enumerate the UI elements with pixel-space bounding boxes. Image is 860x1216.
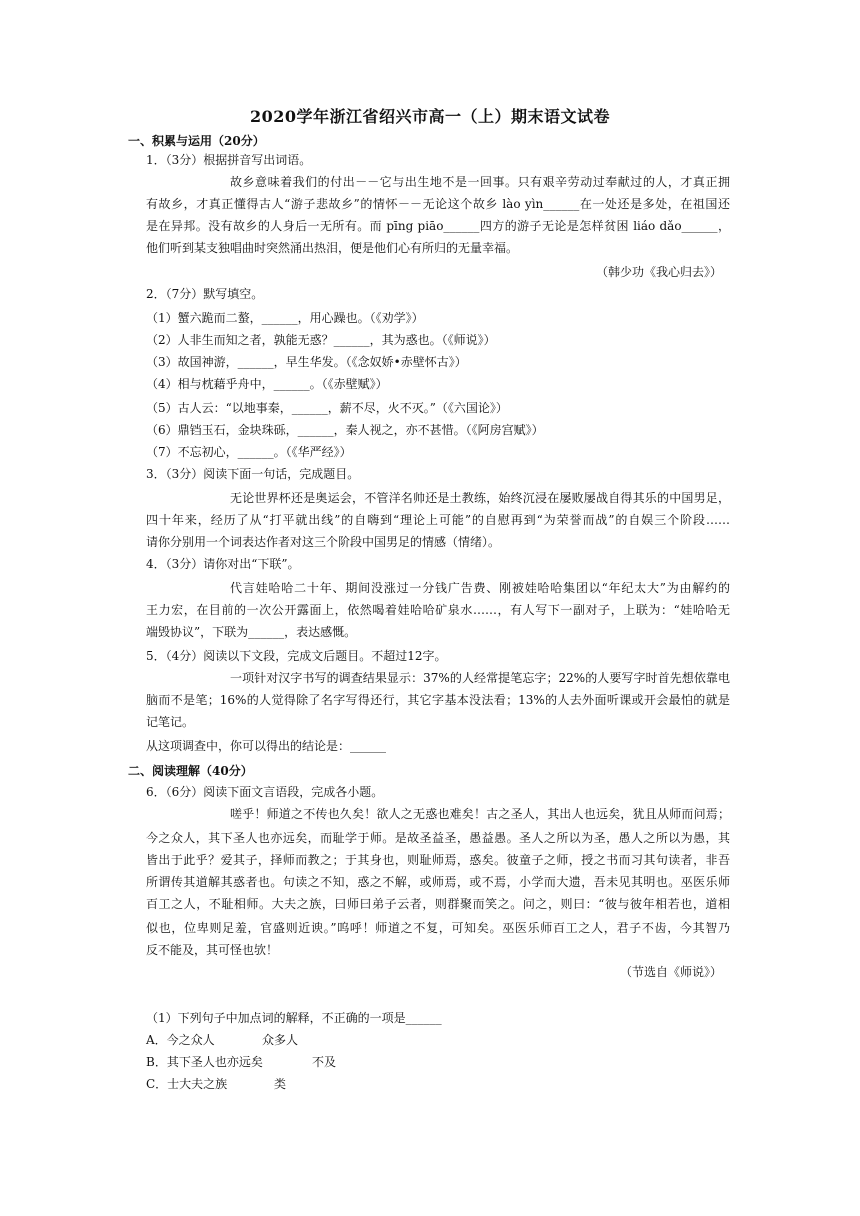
q2-item-3: （3）故国神游，______，早生华发。（《念奴娇•赤壁怀古》）	[146, 355, 467, 369]
q6-option-a	[146, 1032, 215, 1048]
q2-item-4: （4）相与枕藉乎舟中，______。（《赤壁赋》）	[146, 377, 388, 391]
q6-option-b	[146, 1054, 263, 1070]
q1-line-1: 故乡意味着我们的付出－－它与出生地不是一回事。只有艰辛劳动过奉献过的人，才真正拥	[230, 175, 730, 189]
q5-line-2: 脑而不是笔；16%的人觉得除了名字写得还行，其它字基本没法看；13%的人去外面听课或开会最怕的就是	[146, 693, 730, 707]
q4-line-1: 代言娃哈哈二十年、期间没涨过一分钱广告费、刚被娃哈哈集团以“年纪太大”为由解约的	[230, 581, 730, 595]
section-heading-2: 二、阅读理解（40分）	[128, 764, 253, 778]
q6-line-3: 皆出于此乎？爱其子，择师而教之；于其身也，则耻师焉，惑矣。彼童子之师，授之书而习其句读者，非吾	[146, 853, 730, 867]
q4-prompt: 4．（3分）请你对出“下联”。	[146, 557, 300, 571]
q3-line-2: 四十年来，经历了从“打平就出线”的自嗨到“理论上可能”的自慰再到“为荣誉而战”的自娱三个阶段……	[146, 513, 730, 527]
q2-prompt: 2．（7分）默写填空。	[146, 287, 264, 301]
q6-line-5: 百工之人，不耻相师。大夫之族，曰师曰弟子云者，则群聚而笑之。问之，则曰：“彼与彼年相若也，道相	[146, 897, 730, 911]
q5-ask: 从这项调查中，你可以得出的结论是：______	[146, 739, 387, 753]
option-b-label: B．其下圣人也亦远矣	[146, 1055, 263, 1069]
q2-item-5: （5）古人云：“以地事秦，______，薪不尽，火不灭。”（《六国论》）	[146, 401, 508, 415]
q2-item-7: （7）不忘初心，______。（《华严经》）	[146, 445, 352, 459]
q5-line-3: 记笔记。	[146, 715, 195, 729]
q3-line-1: 无论世界杯还是奥运会，不管洋名帅还是土教练，始终沉浸在屡败屡战自得其乐的中国男足，	[230, 491, 730, 505]
q6-line-2: 今之众人，其下圣人也亦远矣，而耻学于师。是故圣益圣，愚益愚。圣人之所以为圣，愚人之所以为愚，其	[146, 831, 730, 845]
q1-prompt: 1．（3分）根据拼音写出词语。	[146, 153, 312, 167]
q3-line-3: 请你分别用一个词表达作者对这三个阶段中国男足的情感（情绪）。	[146, 535, 501, 549]
q6-option-c	[146, 1076, 227, 1092]
option-a-label: A．今之众人	[146, 1033, 215, 1047]
q1-line-2: 有故乡，才真正懂得古人“游子悲故乡”的情怀－－无论这个故乡 lào yìn______在一处还是多处，在祖国还	[146, 197, 730, 211]
q6-source: （节选自《师说》）	[619, 965, 722, 979]
option-a-gloss: 众多人	[262, 1033, 299, 1047]
q1-line-4: 他们听到某支独唱曲时突然涌出热泪，便是他们心有所归的无量幸福。	[146, 241, 519, 255]
q2-item-1: （1）蟹六跪而二螯，______，用心躁也。（《劝学》）	[146, 311, 424, 325]
exam-title: 2020学年浙江省绍兴市高一（上）期末语文试卷	[249, 107, 611, 126]
q2-item-2: （2）人非生而知之者，孰能无惑？______，其为惑也。（《师说》）	[146, 333, 496, 347]
q6-prompt: 6．（6分）阅读下面文言语段，完成各小题。	[146, 785, 384, 799]
q5-line-1: 一项针对汉字书写的调查结果显示：37%的人经常提笔忘字；22%的人要写字时首先想依靠电	[230, 671, 730, 685]
q6-line-1: 嗟乎！师道之不传也久矣！欲人之无惑也难矣！古之圣人，其出人也远矣，犹且从师而问焉；	[230, 807, 730, 821]
q5-prompt: 5．（4分）阅读以下文段，完成文后题目。不超过12字。	[146, 649, 447, 663]
option-c-gloss: 类	[274, 1077, 287, 1091]
q2-item-6: （6）鼎铛玉石，金块珠砾，______，秦人视之，亦不甚惜。（《阿房宫赋》）	[146, 423, 544, 437]
q6-sub1-prompt: （1）下列句子中加点词的解释，不正确的一项是______	[146, 1011, 442, 1025]
q6-line-4: 所谓传其道解其惑者也。句读之不知，惑之不解，或师焉，或不焉，小学而大遗，吾未见其明也。巫医乐师	[146, 875, 730, 889]
q4-line-3: 端毁协议”，下联为______，表达感慨。	[146, 625, 357, 639]
q6-line-7: 反不能及，其可怪也欤！	[146, 943, 279, 957]
q1-line-3: 是在异邦。没有故乡的人身后一无所有。而 pīng piāo______四方的游子无论是怎样贫困 liáo dǎo______，	[146, 219, 730, 233]
q6-line-6: 似也，位卑则足羞，官盛则近谀。”呜呼！师道之不复，可知矣。巫医乐师百工之人，君子不齿，今其智乃	[146, 921, 730, 935]
q4-line-2: 王力宏，在目前的一次公开露面上，依然喝着娃哈哈矿泉水……，有人写下一副对子，上联为：“娃哈哈无	[146, 603, 730, 617]
section-heading-1: 一、积累与运用（20分）	[128, 134, 265, 148]
q3-prompt: 3．（3分）阅读下面一句话，完成题目。	[146, 467, 360, 481]
option-c-label: C．士大夫之族	[146, 1077, 228, 1091]
option-b-gloss: 不及	[312, 1055, 337, 1069]
q1-source: （韩少功《我心归去》）	[595, 265, 722, 279]
